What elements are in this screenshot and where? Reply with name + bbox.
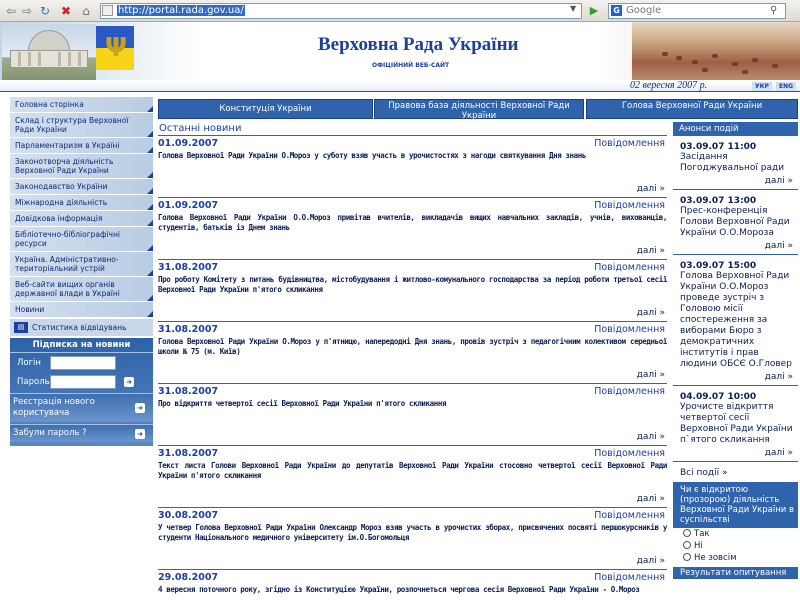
sidebar-item-structure[interactable]: [10, 113, 153, 138]
sidebar-item-news[interactable]: [10, 302, 153, 318]
announcement-item: [673, 255, 798, 386]
site-subtitle: ОФІЦІЙНИЙ ВЕБ-САЙТ: [372, 62, 450, 69]
sidebar-item-label: Україна. Адміністративно-територіальний устрій: [15, 255, 119, 273]
stats-icon: ▤: [14, 322, 28, 333]
sidebar-item-label: Довідкова інформація: [15, 214, 103, 223]
announcements-column: [673, 122, 798, 579]
sidebar-item-label: Головна сторінка: [15, 100, 84, 109]
announcement-date: 03.09.07 13:00: [680, 196, 757, 206]
sidebar-item-label: Новини: [15, 305, 45, 314]
announcement-text: Урочисте відкриття четвертої сесії Верховної Ради України п`ятого скликання: [680, 402, 793, 445]
search-input[interactable]: Google: [608, 3, 786, 19]
sidebar-item-label: Парламентаризм в Україні: [15, 141, 120, 150]
session-hall-image: [632, 22, 800, 80]
news-more-link[interactable]: далі »: [636, 556, 665, 566]
sidebar-item-label: Бібліотечно-бібліографічні ресурси: [15, 230, 120, 248]
announcement-item: [673, 136, 798, 190]
news-section: [158, 122, 667, 600]
login-label: Логін: [17, 358, 41, 368]
announcement-date: 04.09.07 10:00: [680, 392, 757, 402]
sidebar-item-lawmaking[interactable]: [10, 154, 153, 179]
search-icon[interactable]: ⚲: [770, 5, 778, 16]
news-date: 31.08.2007: [158, 448, 219, 459]
parliament-building-image: [2, 24, 96, 84]
sidebar-item-stats[interactable]: [10, 318, 153, 336]
google-icon[interactable]: G: [611, 5, 622, 16]
login-input[interactable]: [50, 356, 116, 370]
news-heading: Останні новини: [158, 122, 667, 136]
sidebar-item-territory[interactable]: [10, 252, 153, 277]
news-item: [158, 322, 667, 384]
url-dropdown-icon[interactable]: ▼: [570, 4, 577, 13]
poll-option[interactable]: [673, 540, 798, 552]
sidebar-item-legislation[interactable]: [10, 179, 153, 195]
sidebar-item-international[interactable]: [10, 195, 153, 211]
date-bar: [0, 80, 800, 92]
register-link[interactable]: [10, 393, 153, 422]
news-date: 31.08.2007: [158, 324, 219, 335]
stop-icon[interactable]: ✖: [60, 4, 72, 18]
poll-option-label: Не зовсім: [694, 553, 737, 563]
sidebar-item-label: Веб-сайти вищих органів державної влади в Україні: [15, 280, 120, 298]
sidebar-item-label: Статистика відвідувань: [32, 323, 127, 332]
poll-results-link[interactable]: Результати опитування: [673, 567, 798, 579]
top-navigation: [158, 99, 798, 119]
announcements-heading: Анонси подій: [673, 122, 798, 136]
news-headline-link[interactable]: Про відкриття четвертої сесії Верховної Ради України п'ятого скликання: [158, 399, 447, 408]
arrow-icon: ➜: [135, 429, 145, 439]
news-category-link[interactable]: Повідомлення: [594, 448, 665, 459]
url-bar[interactable]: [100, 3, 582, 19]
password-input[interactable]: [50, 375, 116, 389]
tab-constitution[interactable]: Конституція України: [158, 99, 373, 119]
password-label: Пароль: [17, 377, 50, 387]
news-category-link[interactable]: Повідомлення: [594, 572, 665, 583]
news-headline-link[interactable]: 4 вересня поточного року, згідно із Конституцією України, розпочнеться чергова сесія Верховної Ради України - О.Мороз: [158, 585, 640, 594]
announcement-date: 03.09.07 11:00: [680, 142, 757, 152]
news-category-link[interactable]: Повідомлення: [594, 262, 665, 273]
news-date: 01.09.2007: [158, 200, 219, 211]
news-item: [158, 198, 667, 260]
news-more-link[interactable]: далі »: [636, 184, 665, 194]
news-category-link[interactable]: Повідомлення: [594, 200, 665, 211]
site-favicon: [102, 5, 113, 16]
news-more-link[interactable]: далі »: [636, 432, 665, 442]
lang-eng-button[interactable]: ENG: [776, 82, 796, 91]
reload-icon[interactable]: ↻: [39, 4, 51, 18]
coat-of-arms-icon: Ψ: [104, 33, 128, 63]
announcement-text: Засідання Погоджувальної ради: [680, 152, 785, 173]
home-icon[interactable]: ⌂: [82, 4, 90, 18]
subscribe-title: Підписка на новини: [10, 338, 153, 353]
news-headline-link[interactable]: Голова Верховної Ради України О.О.Мороз привітав вчителів, викладачів вищих навчальних закладів, учнів, вихованців, студентів, батьків із Днем знань: [158, 213, 667, 232]
news-more-link[interactable]: далі »: [636, 246, 665, 256]
poll-option-label: Так: [694, 529, 710, 539]
subscribe-panel: [10, 338, 153, 446]
radio-icon[interactable]: [683, 553, 691, 561]
forgot-password-link[interactable]: [10, 424, 153, 442]
news-more-link[interactable]: далі »: [636, 308, 665, 318]
news-item: [158, 260, 667, 322]
browser-toolbar: [0, 0, 800, 22]
poll-option-label: Ні: [694, 541, 703, 551]
forgot-label: Забули пароль ?: [13, 428, 87, 438]
news-category-link[interactable]: Повідомлення: [594, 510, 665, 521]
news-item: [158, 136, 667, 198]
announcement-date: 03.09.07 15:00: [680, 261, 757, 271]
sidebar: [10, 97, 153, 446]
back-icon[interactable]: ⇦: [5, 4, 17, 18]
sidebar-item-reference[interactable]: [10, 211, 153, 227]
news-headline-link[interactable]: У четвер Голова Верховної Ради України Олександр Мороз взяв участь в урочистих зборах, присвячених посвяті першокурсників у студенти Національного медичного університету ім.О.Богомольця: [158, 523, 667, 542]
forward-icon[interactable]: ⇨: [21, 4, 33, 18]
news-category-link[interactable]: Повідомлення: [594, 324, 665, 335]
login-submit-icon[interactable]: ➜: [124, 377, 134, 387]
sidebar-item-library[interactable]: [10, 227, 153, 252]
news-item: [158, 508, 667, 570]
sidebar-item-label: Склад і структура Верховної Ради України: [15, 116, 129, 134]
tab-legal-base[interactable]: Правова база діяльності Верховної Ради України: [374, 99, 584, 119]
register-label: Реєстрація нового користувача: [13, 397, 95, 418]
poll-option[interactable]: [673, 528, 798, 540]
announcement-more-link[interactable]: далі »: [764, 176, 793, 186]
arrow-icon: ➜: [135, 403, 145, 413]
poll-option[interactable]: [673, 552, 798, 564]
tab-chairman[interactable]: Голова Верховної Ради України: [586, 99, 798, 119]
sidebar-item-label: Міжнародна діяльність: [15, 198, 108, 207]
sidebar-item-websites[interactable]: [10, 277, 153, 302]
news-date: 01.09.2007: [158, 138, 219, 149]
all-events-link[interactable]: Всі події »: [680, 468, 728, 478]
news-more-link[interactable]: далі »: [636, 370, 665, 380]
announcement-item: [673, 190, 798, 255]
announcement-more-link[interactable]: далі »: [764, 241, 793, 251]
current-date: 02 вересня 2007 р.: [630, 80, 708, 91]
sidebar-item-label: Законотворча діяльність Верховної Ради України: [15, 157, 114, 175]
news-item: [158, 570, 667, 600]
sidebar-item-parliamentarism[interactable]: [10, 138, 153, 154]
poll-question: Чи є відкритою (прозорою) діяльність Верховної Ради України в суспільстві: [673, 482, 798, 528]
sidebar-item-home[interactable]: [10, 97, 153, 113]
news-date: 30.08.2007: [158, 510, 219, 521]
news-headline-link[interactable]: Голова Верховної Ради України О.Мороз у суботу взяв участь в урочистостях з нагоди святкування Дня знань: [158, 151, 587, 160]
news-category-link[interactable]: Повідомлення: [594, 138, 665, 149]
site-header: [0, 22, 800, 92]
news-headline-link[interactable]: Про роботу Комітету з питань будівництва, містобудування і житлово-комунального господарства за період роботи третьої сесії Верховної Ради України п'ятого скликання: [158, 275, 667, 294]
news-headline-link[interactable]: Текст листа Голови Верховної Ради України до депутатів Верховної Ради України стосовно четвертої сесії Верховної Ради України п'ятого скликання: [158, 461, 667, 480]
news-date: 29.08.2007: [158, 572, 219, 583]
news-item: [158, 384, 667, 446]
news-date: 31.08.2007: [158, 386, 219, 397]
radio-icon[interactable]: [683, 529, 691, 537]
lang-ukr-button[interactable]: УКР: [752, 82, 772, 91]
news-category-link[interactable]: Повідомлення: [594, 386, 665, 397]
site-title: Верховна Рада України: [318, 34, 519, 55]
news-item: [158, 446, 667, 508]
sidebar-item-label: Законодавство України: [15, 182, 108, 191]
news-date: 31.08.2007: [158, 262, 219, 273]
news-more-link[interactable]: далі »: [636, 494, 665, 504]
radio-icon[interactable]: [683, 541, 691, 549]
announcement-more-link[interactable]: далі »: [764, 448, 793, 458]
announcement-text: Голова Верховної Ради України О.О.Мороз проведе зустріч з Головою місії спостереження за виборами Бюро з демократичних інститутів і прав людини ОБСЄ О.Гловер: [680, 271, 792, 369]
announcement-more-link[interactable]: далі »: [764, 372, 793, 382]
announcement-item: [673, 386, 798, 462]
go-icon[interactable]: ▶: [589, 4, 599, 17]
url-text: http://portal.rada.gov.ua/: [118, 5, 244, 16]
announcement-text: Прес-конференція Голови Верховної Ради України О.О.Мороза: [680, 206, 790, 238]
news-headline-link[interactable]: Голова Верховної Ради України О.Мороз у п'ятницю, напередодні Дня знань, провів зустріч з педагогічним колективом середньої школи № 75 (м. Київ): [158, 337, 667, 356]
